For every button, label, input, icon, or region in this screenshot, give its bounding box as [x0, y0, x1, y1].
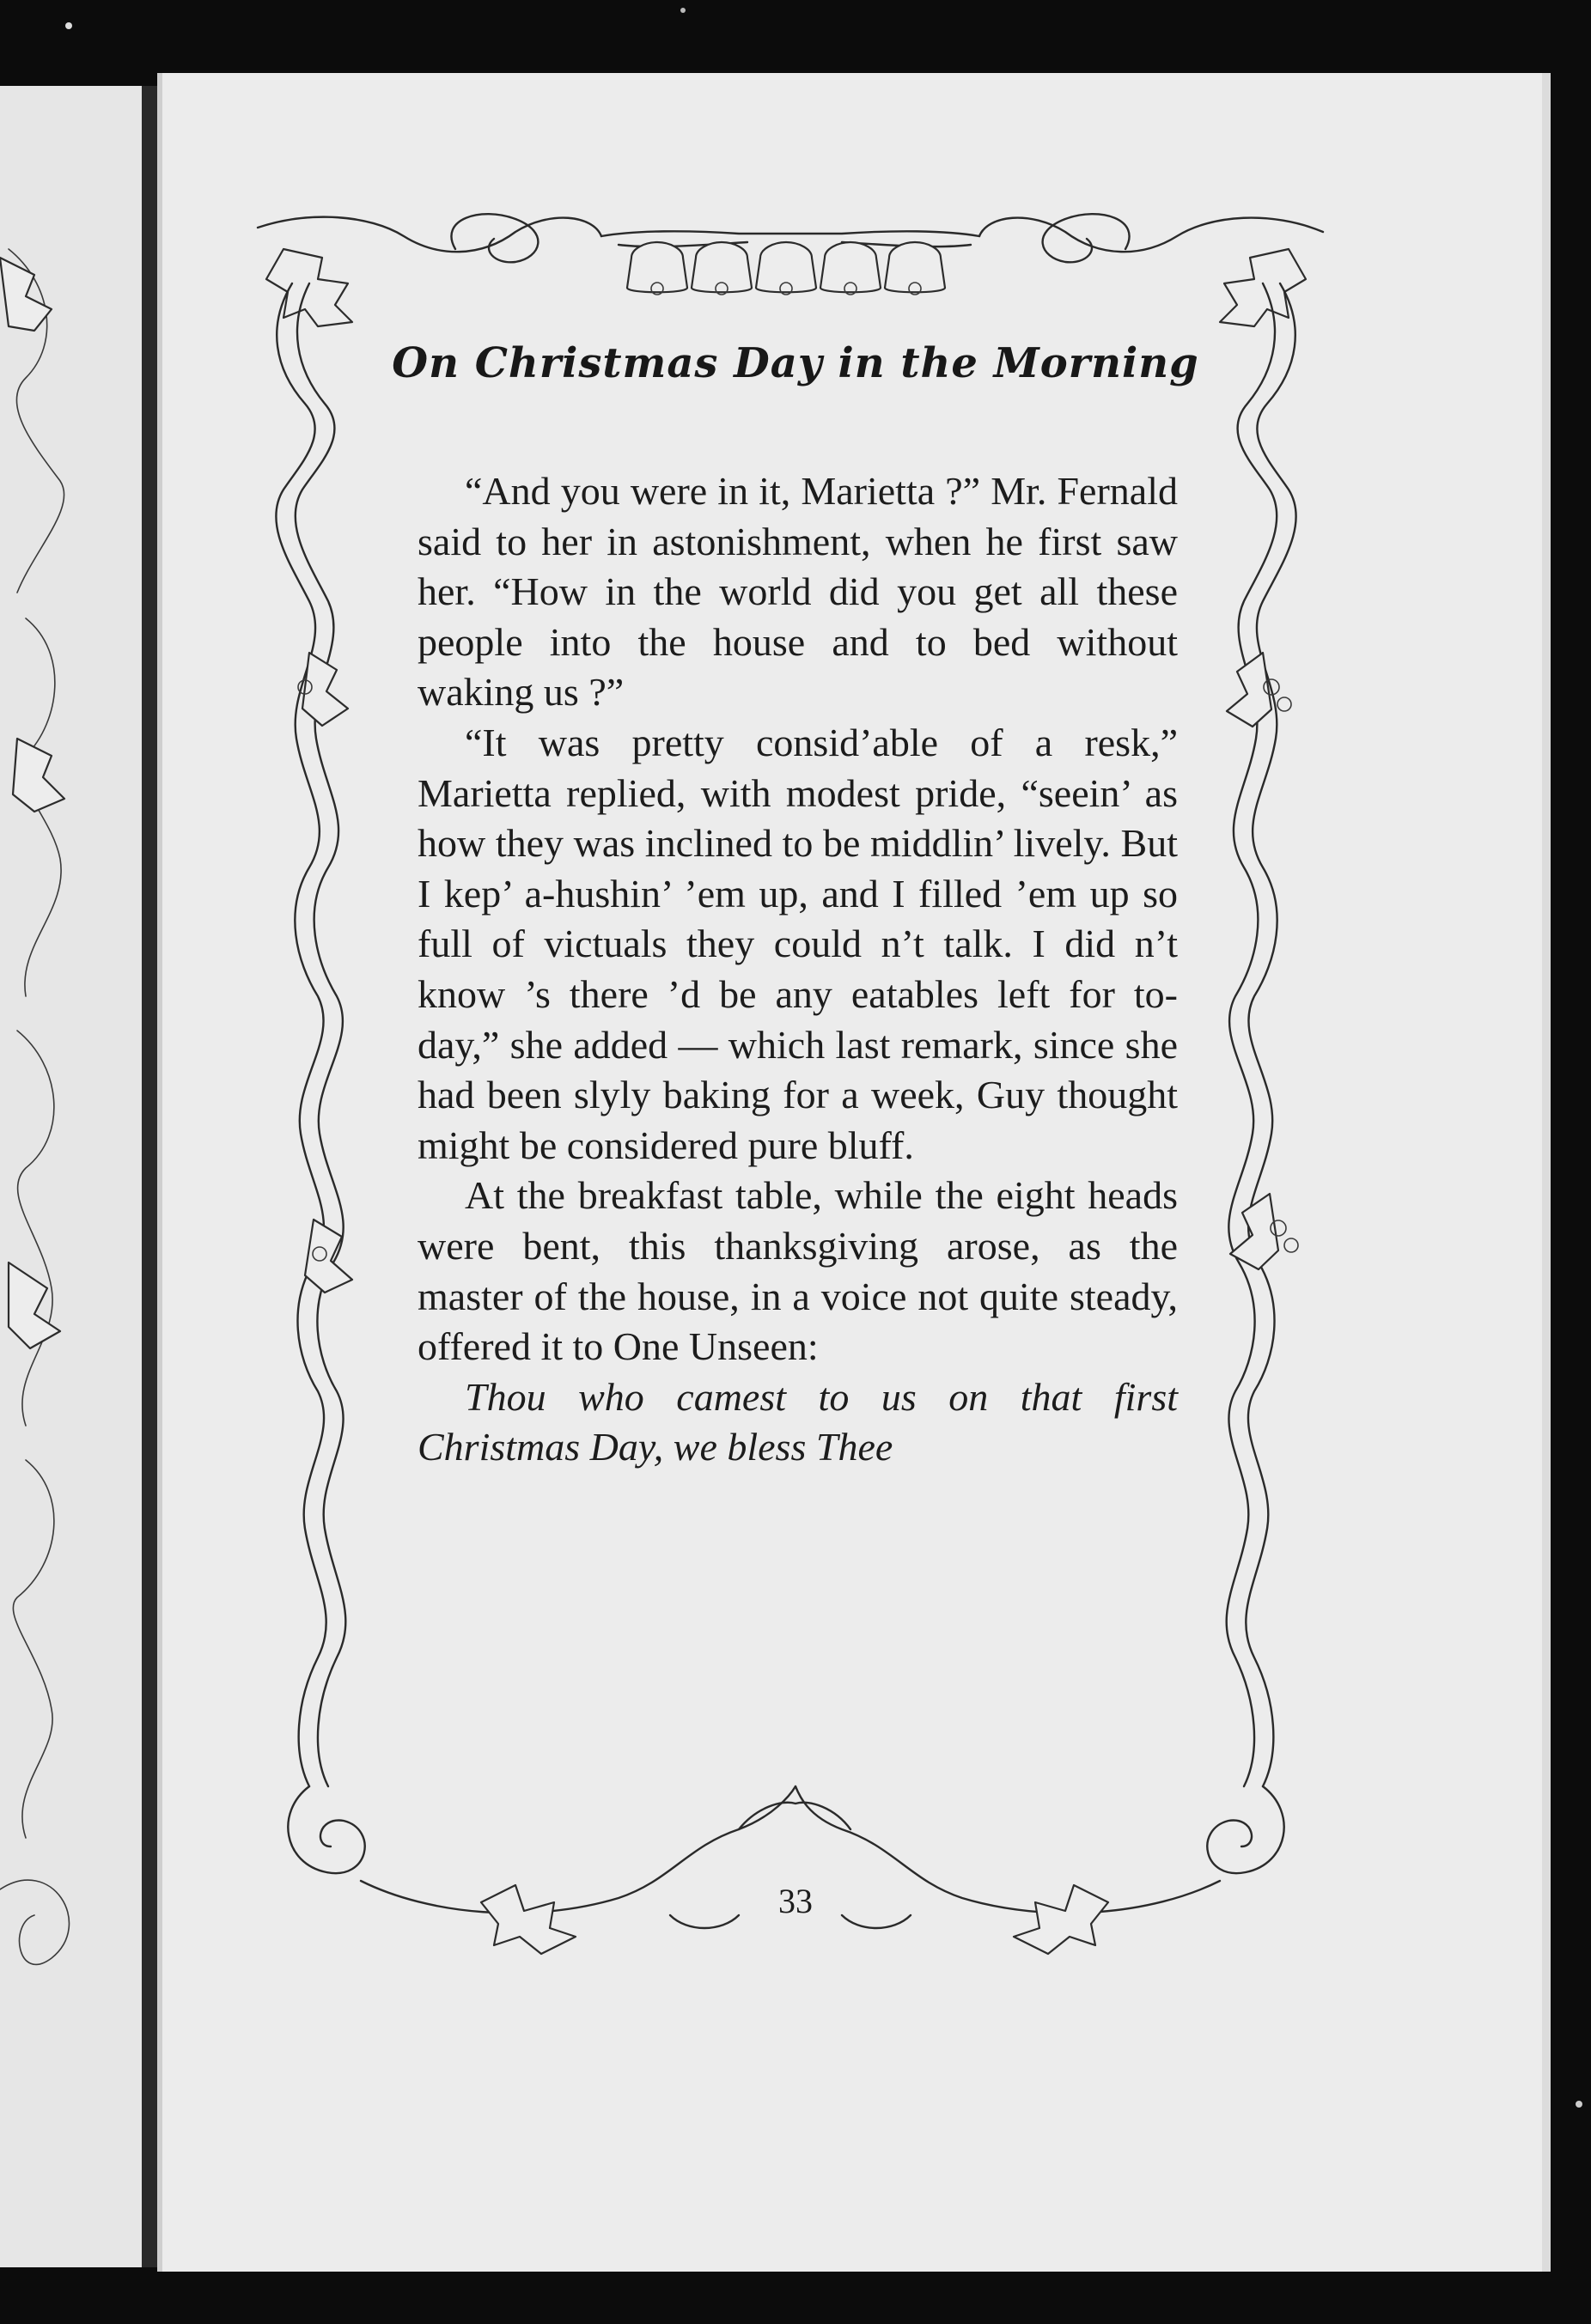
- paragraph: “It was pretty consid’able of a resk,” Marietta replied, with modest pride, “seein’ as how they was inclined to be middlin’ lively. But I kep’ a-hushin’ ’em up, and I filled ’em up so full of victuals they could n’t talk. I did n’t know ’s there ’d be any eatables left for to-day,” she added — which last remark, since she had been slyly baking for a week, Guy thought might be considered pure bluff.: [418, 720, 1178, 1167]
- page-number: 33: [778, 1882, 813, 1920]
- prayer-paragraph: Thou who camest to us on that first Christmas Day, we bless Thee: [418, 1374, 1178, 1469]
- bells-ornament-icon: [627, 242, 945, 295]
- body-text: [418, 466, 1178, 1473]
- paragraph: “And you were in it, Marietta ?” Mr. Fernald said to her in astonishment, when he first saw her. “How in the world did you get all these people into the house and to bed without waking us ?”: [418, 469, 1178, 715]
- paragraph: At the breakfast table, while the eight heads were bent, this thanksgiving arose, as the master of the house, in a voice not quite steady, offered it to One Unseen:: [418, 1173, 1178, 1369]
- facing-page-left: [0, 86, 157, 2267]
- running-head: On Christmas Day in the Morning: [392, 339, 1199, 387]
